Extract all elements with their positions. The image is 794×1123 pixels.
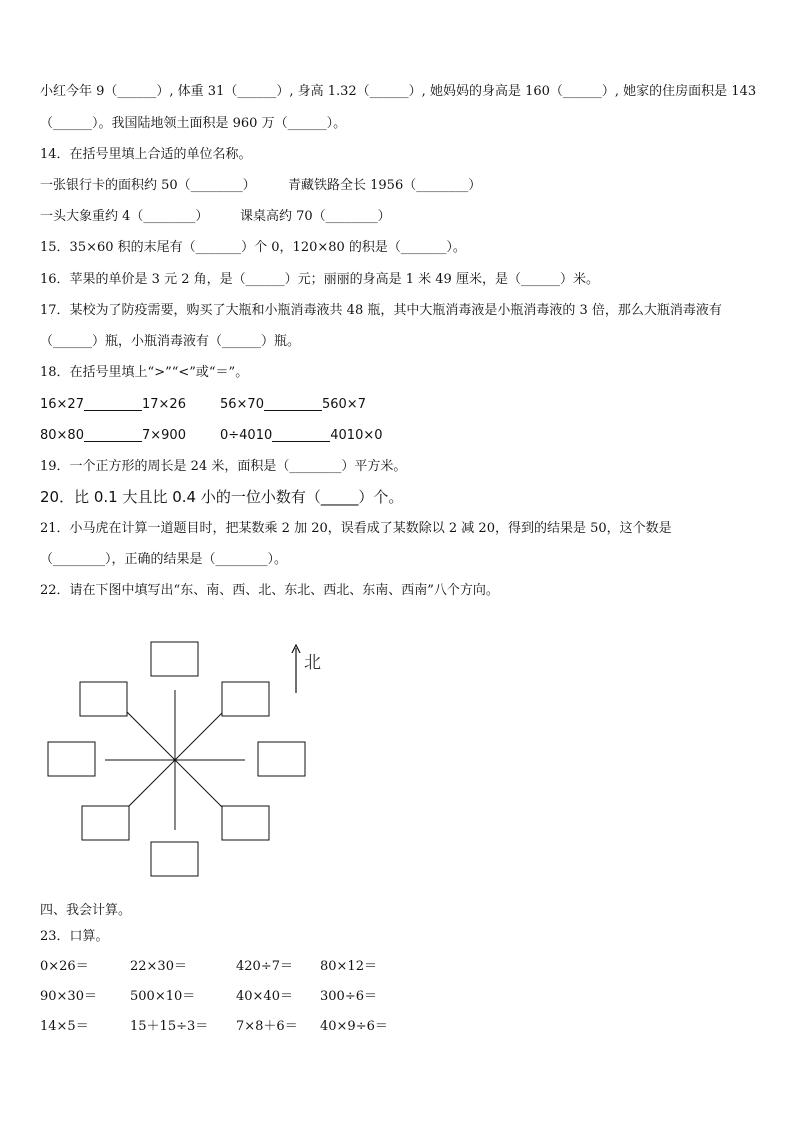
q18-compare-4 — [220, 427, 383, 445]
q23-title: 23．口算。 — [40, 929, 109, 944]
q14-item-a: 一张银行卡的面积约 50（________） — [40, 178, 256, 193]
q14-item-d: 课桌高约 70（________） — [240, 209, 391, 224]
q18-right: 7×900 — [141, 428, 186, 443]
calc-item: 420÷7＝ — [236, 959, 293, 974]
q18-compare-2 — [220, 396, 366, 414]
section4-title: 四、我会计算。 — [40, 903, 132, 918]
q19-text: 19．一个正方形的周长是 24 米，面积是（________）平方米。 — [40, 459, 407, 474]
q13-line2: （______）。我国陆地领土面积是 960 万（______）。 — [40, 116, 347, 131]
box-northeast[interactable] — [222, 682, 269, 716]
q18-left: 56×70 — [220, 397, 264, 412]
q18-compare-1 — [40, 396, 186, 414]
q13-line1: 小红今年 9（______）, 体重 31（______）, 身高 1.32（______）, 她妈妈的身高是 160（______）, 她家的住房面积是 143 — [40, 84, 757, 99]
calc-item: 40×40＝ — [236, 989, 293, 1004]
q18-compare-3 — [40, 427, 186, 445]
box-east[interactable] — [258, 742, 305, 776]
q18-left: 80×80 — [40, 428, 84, 443]
q14-item-c: 一头大象重约 4（________） — [40, 209, 209, 224]
calc-item: 80×12＝ — [320, 959, 377, 974]
q18-right: 17×26 — [141, 397, 186, 412]
q14-title: 14．在括号里填上合适的单位名称。 — [40, 147, 252, 162]
q15-text: 15．35×60 积的末尾有（_______）个 0，120×80 的积是（_______）。 — [40, 240, 466, 255]
calc-item: 7×8＋6＝ — [236, 1019, 298, 1034]
calc-item: 40×9÷6＝ — [320, 1019, 388, 1034]
direction-diagram — [0, 620, 380, 890]
box-northwest[interactable] — [80, 682, 127, 716]
q17-line1: 17．某校为了防疫需要，购买了大瓶和小瓶消毒液共 48 瓶，其中大瓶消毒液是小瓶消毒液的 3 倍，那么大瓶消毒液有 — [40, 303, 722, 318]
q21-line1: 21．小马虎在计算一道题目时，把某数乘 2 加 20，误看成了某数除以 2 减 20，得到的结果是 50，这个数是 — [40, 521, 672, 536]
q18-right: 560×7 — [321, 397, 366, 412]
q18-left: 0÷4010 — [220, 428, 273, 443]
box-southwest[interactable] — [82, 806, 129, 840]
calc-item: 14×5＝ — [40, 1019, 89, 1034]
calc-item: 90×30＝ — [40, 989, 97, 1004]
q20-text: 20．比 0.1 大且比 0.4 小的一位小数有（_____）个。 — [40, 488, 404, 506]
answer-blank[interactable] — [84, 396, 142, 411]
q18-title: 18．在括号里填上“>”“<”或“＝”。 — [40, 365, 249, 380]
answer-blank[interactable] — [84, 427, 142, 442]
box-southeast[interactable] — [222, 806, 269, 840]
box-south[interactable] — [151, 842, 198, 876]
q17-line2: （______）瓶，小瓶消毒液有（______）瓶。 — [40, 334, 301, 349]
calc-item: 0×26＝ — [40, 959, 89, 974]
q21-line2: （________），正确的结果是（________）。 — [40, 552, 288, 567]
answer-blank[interactable] — [264, 396, 322, 411]
answer-blank[interactable] — [272, 427, 330, 442]
q18-right: 4010×0 — [330, 428, 383, 443]
q14-item-b: 青藏铁路全长 1956（________） — [288, 178, 482, 193]
q16-text: 16．苹果的单价是 3 元 2 角，是（______）元；丽丽的身高是 1 米 49 厘米，是（______）米。 — [40, 272, 599, 287]
calc-item: 500×10＝ — [130, 989, 196, 1004]
q22-title: 22．请在下图中填写出“东、南、西、北、东北、西北、东南、西南”八个方向。 — [40, 583, 499, 598]
q18-left: 16×27 — [40, 397, 84, 412]
calc-item: 300÷6＝ — [320, 989, 377, 1004]
box-west[interactable] — [48, 742, 95, 776]
calc-item: 15＋15÷3＝ — [130, 1019, 209, 1034]
north-label: 北 — [304, 653, 321, 673]
calc-item: 22×30＝ — [130, 959, 187, 974]
box-north[interactable] — [151, 642, 198, 676]
